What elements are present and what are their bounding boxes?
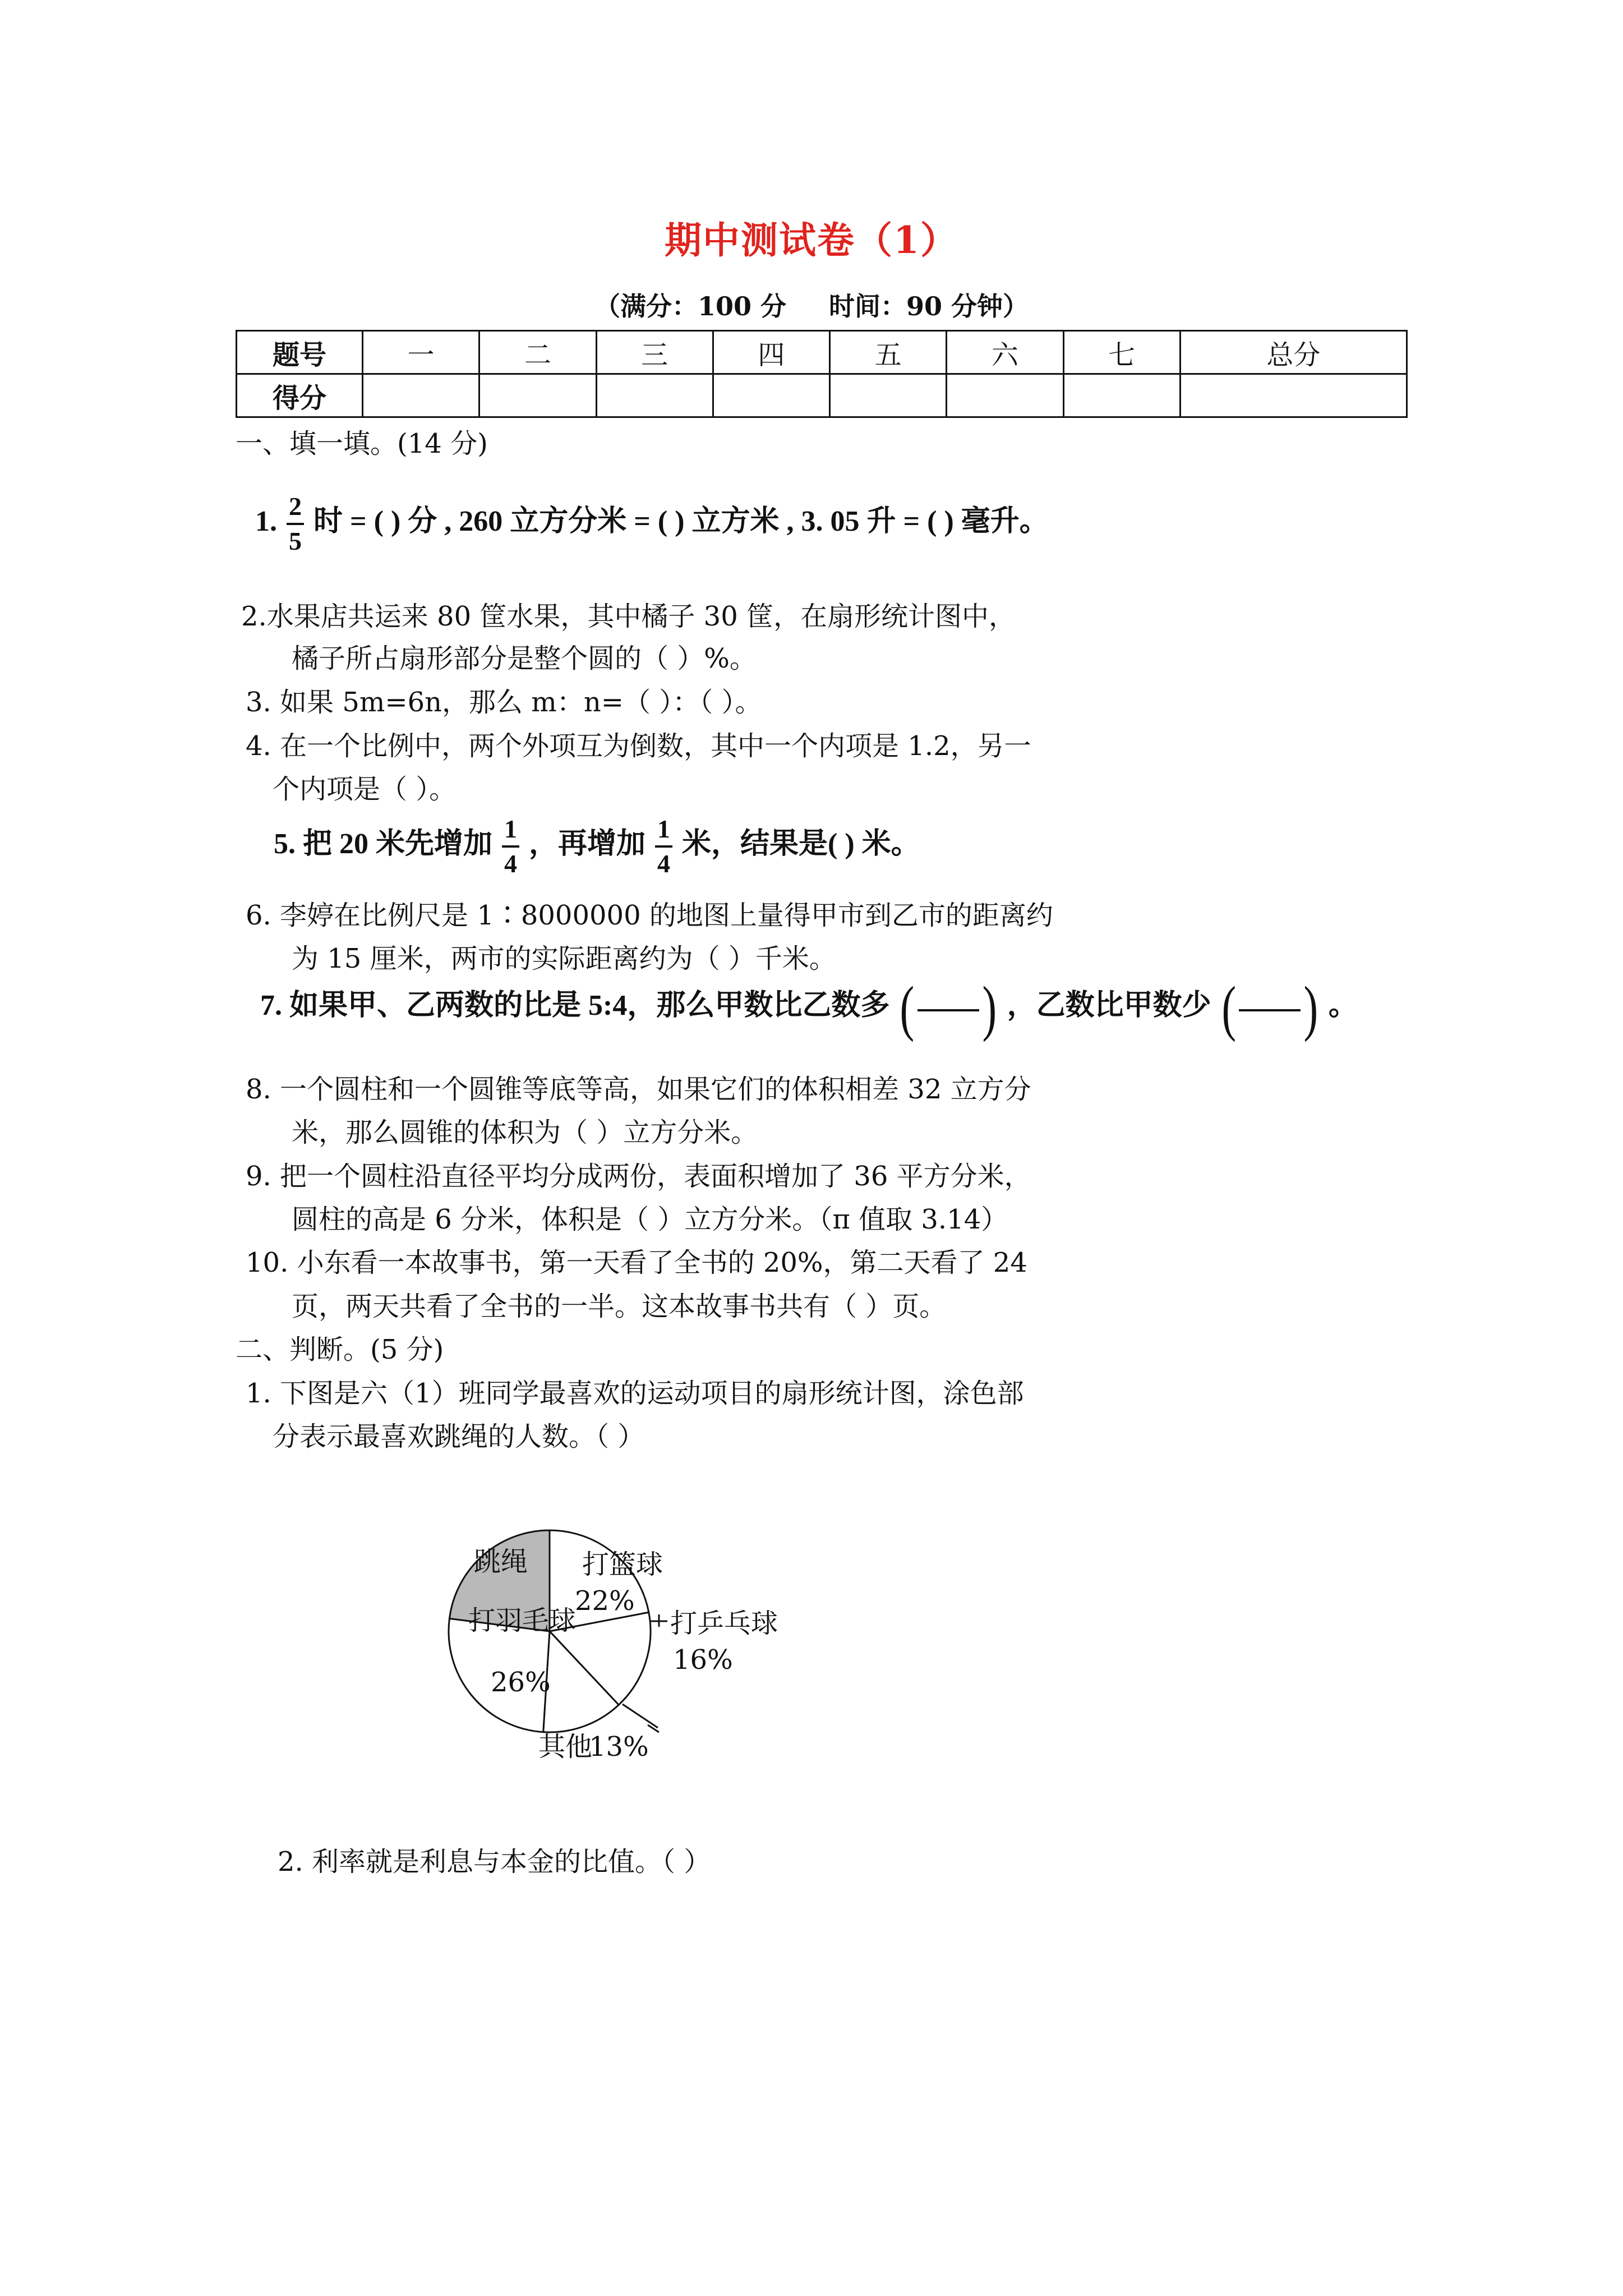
question-8-line1: 8. 一个圆柱和一个圆锥等底等高，如果它们的体积相差 32 立方分 (246, 1074, 1031, 1105)
score-table-col: 二 (479, 331, 596, 374)
exam-info (0, 286, 1623, 323)
score-cell[interactable] (479, 374, 596, 417)
pie-value-pingpong: 16% (673, 1644, 733, 1676)
pie-label-basketball: 打篮球 (582, 1549, 663, 1580)
sports-pie-chart (437, 1509, 864, 1801)
question-9-line1: 9. 把一个圆柱沿直径平均分成两份，表面积增加了 36 平方分米， (246, 1161, 1031, 1192)
score-table-col: 六 (947, 331, 1063, 374)
q7-blank-b[interactable] (1239, 1009, 1301, 1011)
time-text: 时间：90 分钟） (829, 291, 1029, 321)
q1-frac-num: 2 (287, 494, 304, 525)
question-9-line2: 圆柱的高是 6 分米，体积是（ ）立方分米。（π 值取 3.14） (292, 1204, 1008, 1235)
q7-mid: ，乙数比甲数少 (1007, 989, 1211, 1022)
score-table-score-row (237, 374, 1407, 417)
score-table-header-label: 题号 (237, 331, 363, 374)
score-cell[interactable] (596, 374, 713, 417)
score-table-col: 总分 (1180, 331, 1407, 374)
score-cell[interactable] (947, 374, 1063, 417)
q1-frac-den: 5 (289, 527, 302, 555)
question-4-line1: 4. 在一个比例中，两个外项互为倒数，其中一个内项是 1.2，另一 (246, 730, 1031, 762)
q7-open-paren-icon: ( (900, 974, 915, 1042)
q5-frac-num: 1 (655, 816, 672, 848)
question-2-line1: 2.水果店共运来 80 筐水果，其中橘子 30 筐，在扇形统计图中， (241, 601, 1016, 632)
judge-2: 2. 利率就是利息与本金的比值。（ ） (278, 1846, 711, 1878)
pie-value-basketball: 22% (575, 1585, 635, 1617)
question-8-line2: 米，那么圆锥的体积为（ ）立方分米。 (292, 1117, 758, 1148)
q1-number: 1. (255, 505, 277, 537)
full-score-text: （满分：100 分 (594, 291, 786, 321)
q7-pre: 7. 如果甲、乙两数的比是 5:4，那么甲数比乙数多 (260, 989, 890, 1022)
q7-blank-a[interactable] (917, 1009, 979, 1011)
pie-value-badminton: 26% (491, 1667, 551, 1698)
q5-frac-den: 4 (504, 849, 518, 878)
question-2-line2: 橘子所占扇形部分是整个圆的（ ）%。 (292, 643, 757, 674)
q5-fraction-a (502, 816, 519, 877)
section1-heading: 一、填一填。(14 分) (236, 428, 488, 459)
q5-pre: 5. 把 20 米先增加 (274, 827, 493, 860)
q7-post: 。 (1328, 989, 1358, 1022)
score-table-col: 四 (713, 331, 829, 374)
score-table-col: 三 (596, 331, 713, 374)
q5-frac-den: 4 (657, 849, 671, 878)
score-table-col: 七 (1063, 331, 1180, 374)
question-7 (260, 974, 1358, 1042)
q7-close-paren-icon: ) (982, 974, 997, 1042)
score-cell[interactable] (713, 374, 829, 417)
judge-1-line1: 1. 下图是六（1）班同学最喜欢的运动项目的扇形统计图，涂色部 (246, 1378, 1024, 1409)
pie-label-badminton: 打羽毛球 (468, 1605, 577, 1636)
section2-heading: 二、判断。(5 分) (236, 1334, 444, 1365)
q7-close-paren-icon: ) (1303, 974, 1318, 1042)
score-cell[interactable] (1180, 374, 1407, 417)
question-4-line2: 个内项是（ ）。 (273, 774, 457, 805)
pie-label-jump-rope: 跳绳 (474, 1546, 528, 1577)
q5-post: 米，结果是( ) 米。 (682, 827, 920, 860)
question-1 (255, 494, 1049, 554)
q5-fraction-b (655, 816, 672, 877)
question-10-line1: 10. 小东看一本故事书，第一天看了全书的 20%，第二天看了 24 (246, 1247, 1027, 1278)
question-6-line2: 为 15 厘米，两市的实际距离约为（ ）千米。 (292, 943, 836, 974)
judge-1-line2: 分表示最喜欢跳绳的人数。（ ） (273, 1421, 645, 1452)
score-table (236, 330, 1408, 418)
score-cell[interactable] (1063, 374, 1180, 417)
score-table-col: 五 (830, 331, 947, 374)
q7-open-paren-icon: ( (1221, 974, 1236, 1042)
page-title: 期中测试卷（1） (665, 218, 958, 262)
pie-tick-mark (648, 1725, 659, 1732)
score-table-col: 一 (363, 331, 479, 374)
pie-label-other: 其他 (538, 1731, 593, 1763)
score-cell[interactable] (363, 374, 479, 417)
pie-leader-line (623, 1704, 658, 1728)
score-table-header-row (237, 331, 1407, 374)
question-3: 3. 如果 5m=6n，那么 m：n=（ ）：（ ）。 (246, 687, 762, 718)
score-table-row-label: 得分 (237, 374, 363, 417)
q5-frac-num: 1 (502, 816, 519, 848)
pie-value-other: 13% (589, 1731, 649, 1763)
pie-label-pingpong: 打乒乓球 (670, 1608, 778, 1639)
question-5 (274, 816, 920, 877)
score-cell[interactable] (830, 374, 947, 417)
q5-mid: ，再增加 (529, 827, 646, 860)
question-10-line2: 页，两天共看了全书的一半。这本故事书共有（ ）页。 (292, 1291, 947, 1322)
q1-text: 时 = ( ) 分 , 260 立方分米 = ( ) 立方米 , 3. 05 升 = ( ) 毫升。 (313, 505, 1049, 537)
question-6-line1: 6. 李婷在比例尺是 1∶8000000 的地图上量得甲市到乙市的距离约 (246, 900, 1053, 931)
q1-fraction (287, 494, 304, 554)
